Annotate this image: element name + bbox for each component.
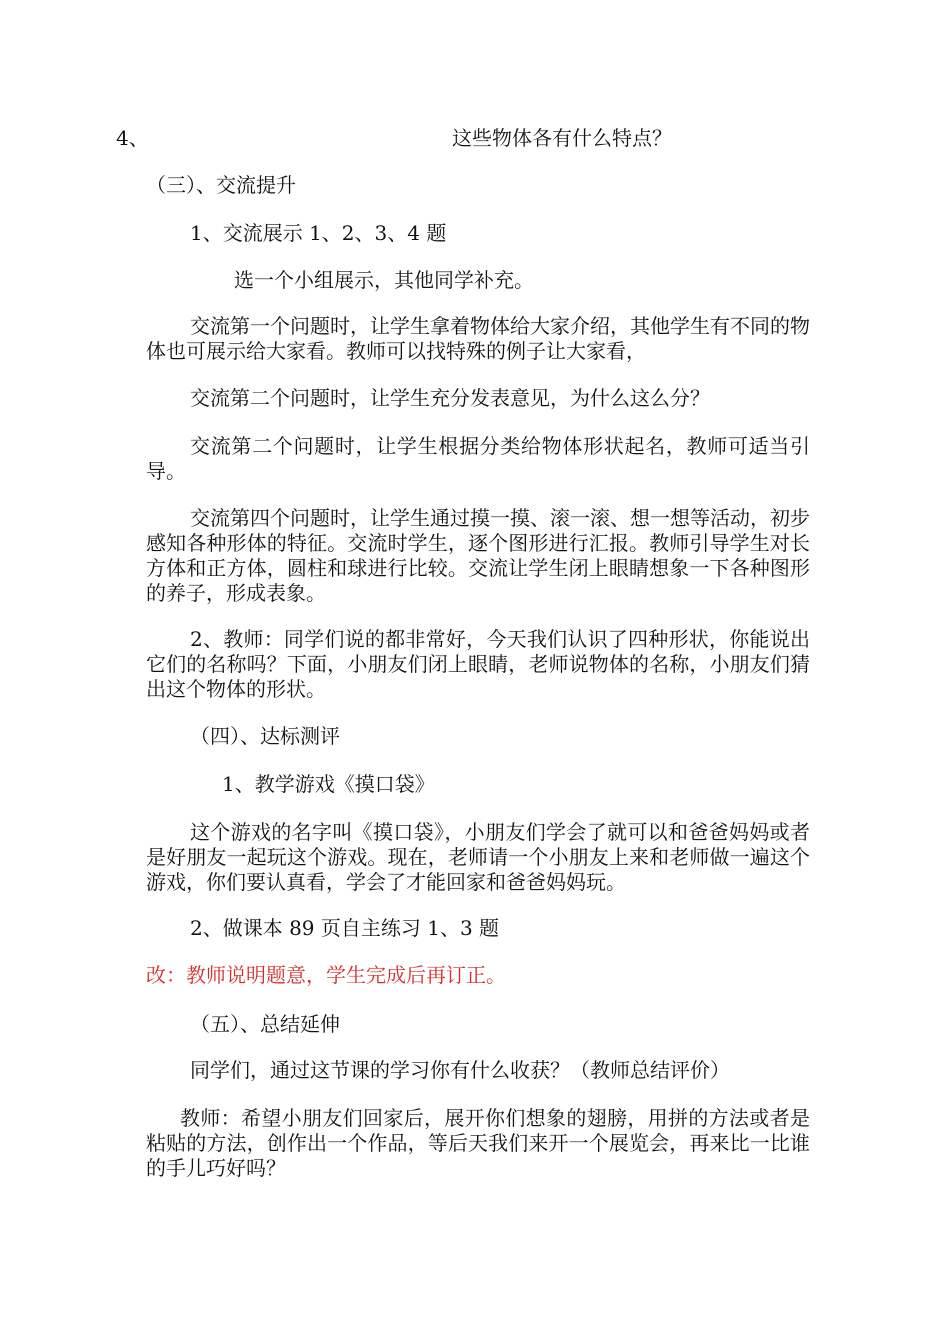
paragraph-first-question: 交流第一个问题时，让学生拿着物体给大家介绍，其他学生有不同的物体也可展示给大家看。教师可以找特殊的例子让大家看， bbox=[146, 314, 810, 363]
paragraph-second-question: 交流第二个问题时，让学生充分发表意见，为什么这么分？ bbox=[190, 386, 710, 410]
revision-note: 改：教师说明题意，学生完成后再订正。 bbox=[146, 963, 506, 987]
section-3-title: （三）、交流提升 bbox=[146, 173, 296, 197]
section-5-title: （五）、总结延伸 bbox=[190, 1012, 340, 1036]
final-paragraph: 教师：希望小朋友们回家后，展开你们想象的翅膀，用拼的方法或者是粘贴的方法，创作出一个作品，等后天我们来开一个展览会，再来比一比谁的手儿巧好吗？ bbox=[146, 1106, 810, 1180]
paragraph-teacher-2: 2、教师：同学们说的都非常好，今天我们认识了四种形状，你能说出它们的名称吗？下面，小朋友们闭上眼睛，老师说物体的名称，小朋友们猜出这个物体的形状。 bbox=[146, 627, 810, 701]
exercise-line: 2、做课本 89 页自主练习 1、3 题 bbox=[190, 916, 500, 940]
paragraph-fourth-question: 交流第四个问题时，让学生通过摸一摸、滚一滚、想一想等活动，初步感知各种形体的特征。交流时学生，逐个图形进行汇报。教师引导学生对长方体和正方体，圆柱和球进行比较。交流让学生闭上眼睛想象一下各种图形的养子，形成表象。 bbox=[146, 506, 810, 605]
paragraph-third-question: 交流第二个问题时，让学生根据分类给物体形状起名，教师可适当引导。 bbox=[146, 434, 810, 483]
game-title: 1、教学游戏《摸口袋》 bbox=[222, 772, 435, 796]
section-4-title: （四）、达标测评 bbox=[190, 724, 340, 748]
item-1-subtext: 选一个小组展示，其他同学补充。 bbox=[234, 268, 534, 292]
game-paragraph: 这个游戏的名字叫《摸口袋》，小朋友们学会了就可以和爸爸妈妈或者是好朋友一起玩这个游戏。现在，老师请一个小朋友上来和老师做一遍这个游戏，你们要认真看，学会了才能回家和爸爸妈妈玩。 bbox=[146, 820, 810, 894]
question-4-text: 这些物体各有什么特点？ bbox=[452, 126, 672, 150]
question-4-number: 4、 bbox=[116, 126, 149, 150]
item-1-title: 1、交流展示 1、2、3、4 题 bbox=[190, 221, 447, 245]
summary-question: 同学们，通过这节课的学习你有什么收获？（教师总结评价） bbox=[190, 1058, 730, 1082]
